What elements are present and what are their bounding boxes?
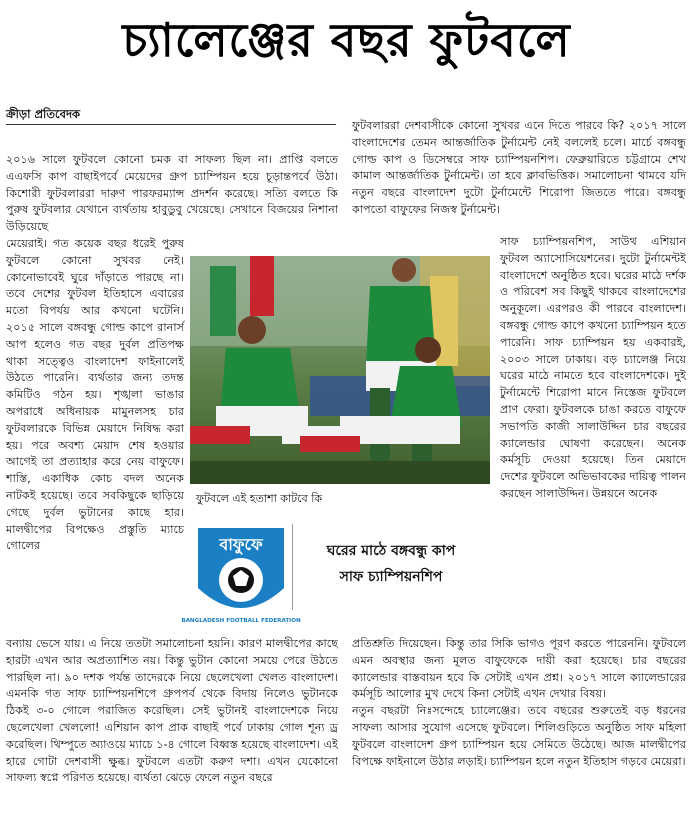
- paragraph: প্রতিশ্রুতি দিয়েছেন। কিন্তু তার সিকি ভাগও পূরণ করতে পারেননি। ফুটবলে এমন অবস্থার জন্য মূলত বাফুফেকে দায়ী করা হয়েছে। চার বছরের ক্যালেন্ডার বাস্তবায়ন হবে কি সেটাই এখন প্রশ্ন। ২০১৭ সালে ক্যালেন্ডারের কর্মসূচি আলোর মুখ দেখে কিনা সেটাই এখন দেখার বিষয়।: [352, 637, 686, 701]
- left-column-bottom: [6, 636, 338, 832]
- byline: ক্রীড়া প্রতিবেদক: [6, 107, 81, 121]
- left-column-narrow: [6, 236, 184, 586]
- right-column-narrow: [500, 234, 686, 636]
- photo-caption: ফুটবলে এই হতাশা কাটবে কি: [196, 492, 323, 505]
- logo-ring-text: BANGLADESH FOOTBALL FEDERATION: [181, 618, 301, 624]
- byline-rule: [6, 124, 336, 125]
- highlight-title-line2: সাফ চ্যাম্পিয়নশিপ: [339, 569, 443, 585]
- right-column-intro: [352, 118, 686, 219]
- paragraph: নতুন বছরটা নিঃসন্দেহে চ্যালেঞ্জের। তবে বছরের শুরুতেই বড় ধরনের সাফল্য আসার সুযোগ এসেছে ফুটবলে। শিলিগুড়িতে অনুষ্ঠিত সাফ মহিলা ফুটবলে বাংলাদেশ গ্রুপ চ্যাম্পিয়ন হয়ে সেমিতে উঠেছে। আজ মালদ্বীপের বিপক্ষে ফাইনালে উঠার লড়াই। চ্যাম্পিয়ন হলে নতুন ইতিহাস গড়বে মেয়েরা।: [352, 704, 686, 768]
- paragraph: ফুটবলাররা দেশবাসীকে কোনো সুখবর এনে দিতে পারবে কি? ২০১৭ সালে বাংলাদেশের তেমন আন্তর্জাতিক টুর্নামেন্ট নেই বললেই চলে। মার্চে বঙ্গবন্ধু গোল্ড কাপ ও ডিসেম্বরে সাফ চ্যাম্পিয়নশিপ। ফেব্রুয়ারিতে চট্টগ্রামে শেখ কামাল আন্তর্জাতিক টুর্নামেন্ট। তা হবে ক্লাবভিত্তিক। সমালোচনা থামবে যদি নতুন বছরে বাংলাদেশ দুটো টুর্নামেন্টে শিরোপা জিততে পারে। বঙ্গবন্ধু কাপতো বাফুফের নিজস্ব টুর্নামেন্ট।: [352, 119, 686, 216]
- federation-logo-icon: [181, 518, 301, 630]
- paragraph: ২০১৬ সালে ফুটবলে কোনো চমক বা সাফল্য ছিল না। প্রাপ্তি বলতে এএফসি কাপ বাছাইপর্বে মেয়েদের গ্রুপ চ্যাম্পিয়ন হয়ে চূড়ান্তপর্বে উঠা। কিশোরী ফুটবলাররা দারুণ পারফরম্যান্স প্রদর্শন করেছে। সত্যি বলতে কি পুরুষ ফুটবলার যেখানে ব্যর্থতায় হাবুডুবু খেয়েছে। সেখানে বিজয়ের নিশানা উড়িয়েছে: [6, 153, 338, 234]
- football-photo: [190, 256, 490, 484]
- left-column-intro: [6, 152, 338, 236]
- article-headline: চ্যালেঞ্জের বছর ফুটবলে: [122, 13, 571, 67]
- paragraph: বন্যায় ভেসে যায়। এ নিয়ে ততটা সমালোচনা হয়নি। কারণ মালদ্বীপের কাছে হারটা এখন আর অপ্রত্যাশিত নয়। কিন্তু ভুটান কোনো সময়ে পেরে উঠতে পারছিল না। ৯০ দশক পর্যন্ত তাদেরকে নিয়ে ছেলেখেলা খেলত বাংলাদেশ। এমনকি গত সাফ চ্যাম্পিয়নশিপে গ্রুপপর্ব থেকে বিদায় নিলেও ভুটানকে ঠিকই ৩-০ গোলে পরাজিত করেছিল। সেই ভুটানই বাংলাদেশকে নিয়ে ছেলেখেলা খেললো! এশিয়ান কাপ প্রাক বাছাই পর্বে ঢাকায় গোল শূন্য ড্র করেছিল। থিম্পুতে অ্যাওয়ে ম্যাচে ১-৪ গোলে বিধ্বস্ত হয়েছে বাংলাদেশ। এই হারে গোটা দেশবাসী ক্ষুব্ধ। ফুটবলে এতটা করুণ দশা। এখন যেকোনো সাফল্য স্বপ্নে পরিণত হয়েছে। ব্যর্থতা ঝেড়ে ফেলে নতুন বছরে: [6, 637, 338, 785]
- logo-text: বাফুফে: [219, 535, 263, 554]
- paragraph: সাফ চ্যাম্পিয়নশিপ, সাউথ এশিয়ান ফুটবল অ্যাসোসিয়েশনের। দুটো টুর্নামেন্টই বাংলাদেশে অনুষ্ঠিত হবে। ঘরের মাঠে দর্শক ও পরিবেশ সব কিছুই থাকবে বাংলাদেশের অনুকূলে। এরপরও কী পারবে বাংলাদেশ। বঙ্গবন্ধু গোল্ড কাপে কখনো চ্যাম্পিয়ন হতে পারেনি। সাফ চ্যাম্পিয়ন হয় একবারই, ২০০৩ সালে ঢাকায়। বড় চ্যালেঞ্জ নিয়ে ঘরের মাঠে নামতে হবে বাংলাদেশকে। দুই টুর্নামেন্টে শিরোপা মানে নিস্তেজ ফুটবলে প্রাণ ফেরা। ফুটবলকে চাঙা করতে বাফুফে সভাপতি কাজী সালাউদ্দিন চার বছরের ক্যালেন্ডার ঘোষণা করেছেন। অনেক কর্মসূচি দেওয়া হয়েছে। তিন মেয়াদে দেশের ফুটবলে অভিভাবকের দায়িত্ব পালন করছেন সালাউদ্দিন। উন্নয়নে অনেক: [500, 235, 686, 500]
- photo-illustration: [190, 256, 490, 484]
- bff-logo: [181, 518, 301, 630]
- highlight-title-line1: ঘরের মাঠে বঙ্গবন্ধু কাপ: [326, 543, 456, 559]
- highlight-box: [292, 524, 489, 610]
- right-column-bottom: [352, 636, 686, 832]
- paragraph: মেয়েরাই। গত কয়েক বছর ধরেই পুরুষ ফুটবলে কোনো সুখবর নেই। কোনোভাবেই ঘুরে দাঁড়াতে পারছে না। তবে দেশের ফুটবল ইতিহাসে এবারের মতো বিপর্যয় আর কখনো ঘটেনি। ২০১৫ সালে বঙ্গবন্ধু গোল্ড কাপে রানার্স আপ হলেও গত বছর দুর্বল প্রতিপক্ষ থাকা সত্ত্বেও বাংলাদেশ ফাইনালেই উঠতে পারেনি। ব্যর্থতার জন্য তদন্ত কমিটিও গঠন হয়। শৃঙ্খলা ভাঙার অপরাধে অধিনায়ক মামুনলসহ চার ফুটবলারকে বিভিন্ন মেয়াদে নিষিদ্ধ করা হয়। পরে অবশ্য মেয়াদ শেষ হওয়ার আগেই তা প্রত্যাহার করে নেয় বাফুফে। শাস্তি, একাধিক কোচ বদল অনেক নাটকই হয়েছে। তবে সবকিছুকে ছাড়িয়ে গেছে দুর্বল ভুটানের কাছে হার। মালদ্বীপের বিপক্ষেও প্রস্তুতি ম্যাচে গোলের: [6, 237, 184, 553]
